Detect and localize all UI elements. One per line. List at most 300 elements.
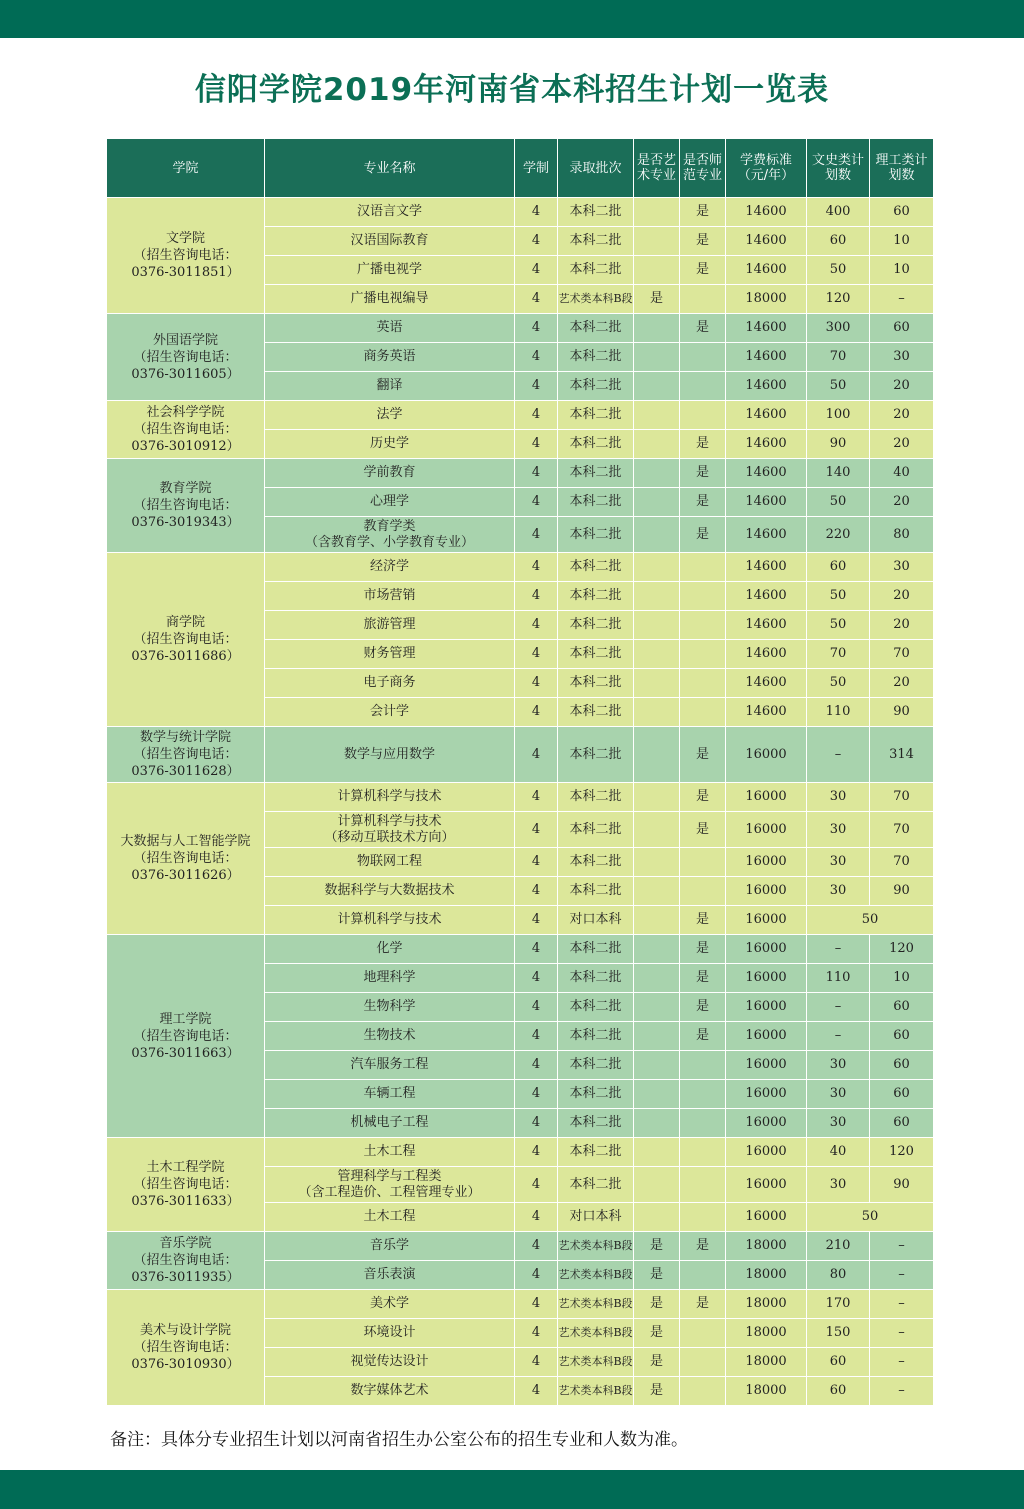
ligong-cell: 20 [870, 611, 933, 639]
college-phone: 0376-3011686） [131, 649, 240, 664]
ligong-cell: 70 [870, 812, 933, 847]
college-name: 美术与设计学院 [139, 1323, 231, 1338]
art-cell [634, 256, 679, 284]
college-cell [107, 783, 264, 934]
batch-cell: 本科二批 [558, 227, 633, 255]
header-art: 是否艺术专业 [634, 139, 679, 197]
major-name: 地理科学 [363, 970, 416, 985]
major-name-cell [265, 1348, 514, 1376]
ligong-cell: 20 [870, 582, 933, 610]
table-row [107, 783, 933, 811]
art-cell [634, 227, 679, 255]
major-name-cell [265, 1080, 514, 1108]
art-cell: 是 [634, 1261, 679, 1289]
batch-cell: 本科二批 [558, 1022, 633, 1050]
major-name-cell [265, 993, 514, 1021]
major-name: 管理科学与工程类 [337, 1168, 442, 1184]
ligong-cell: 70 [870, 783, 933, 811]
ligong-cell: 60 [870, 1022, 933, 1050]
major-name-cell [265, 1167, 514, 1202]
college-cell [107, 1232, 264, 1289]
years-cell: 4 [515, 1203, 557, 1231]
major-name: 旅游管理 [363, 617, 416, 632]
table-header-row [107, 139, 933, 197]
wenshi-cell: 70 [807, 343, 869, 371]
fee-cell: 14600 [726, 517, 806, 552]
wenshi-cell: 50 [807, 669, 869, 697]
college-cell [107, 935, 264, 1137]
fee-cell: 16000 [726, 812, 806, 847]
major-name-cell [265, 256, 514, 284]
fee-cell: 14600 [726, 582, 806, 610]
major-name: 车辆工程 [363, 1086, 416, 1101]
fee-cell: 18000 [726, 1261, 806, 1289]
major-name: 数据科学与大数据技术 [324, 883, 455, 898]
batch-cell: 本科二批 [558, 343, 633, 371]
major-name: 经济学 [369, 559, 409, 574]
art-cell: 是 [634, 1377, 679, 1405]
major-name: 环境设计 [363, 1325, 416, 1340]
major-name-cell [265, 1377, 514, 1405]
wenshi-cell: 50 [807, 611, 869, 639]
major-name: 美术学 [369, 1296, 409, 1311]
years-cell: 4 [515, 227, 557, 255]
fee-cell: 16000 [726, 848, 806, 876]
normal-cell: 是 [680, 227, 725, 255]
major-name-cell [265, 1232, 514, 1260]
ligong-cell: 30 [870, 553, 933, 581]
major-name-cell [265, 1261, 514, 1289]
years-cell: 4 [515, 401, 557, 429]
major-name: 市场营销 [363, 588, 416, 603]
table-body [107, 198, 933, 1405]
college-phone: 0376-3011633） [131, 1194, 240, 1209]
fee-cell: 14600 [726, 256, 806, 284]
years-cell: 4 [515, 285, 557, 313]
normal-cell [680, 1138, 725, 1166]
college-cell [107, 1138, 264, 1231]
major-name: 计算机科学与技术 [337, 813, 442, 829]
wenshi-cell: 70 [807, 640, 869, 668]
college-cell [107, 727, 264, 782]
wenshi-cell: 210 [807, 1232, 869, 1260]
batch-cell: 本科二批 [558, 611, 633, 639]
normal-cell: 是 [680, 935, 725, 963]
batch-cell: 本科二批 [558, 640, 633, 668]
fee-cell: 18000 [726, 1232, 806, 1260]
art-cell [634, 783, 679, 811]
batch-cell: 本科二批 [558, 1080, 633, 1108]
major-name: 法学 [376, 407, 403, 422]
fee-cell: 16000 [726, 1080, 806, 1108]
batch-cell: 本科二批 [558, 459, 633, 487]
years-cell: 4 [515, 611, 557, 639]
wenshi-cell: 30 [807, 848, 869, 876]
years-cell: 4 [515, 783, 557, 811]
ligong-cell: 10 [870, 964, 933, 992]
header-normal: 是否师范专业 [680, 139, 725, 197]
normal-cell [680, 372, 725, 400]
college-phone: 0376-3010930） [131, 1357, 240, 1372]
fee-cell: 14600 [726, 430, 806, 458]
years-cell: 4 [515, 698, 557, 726]
batch-cell: 本科二批 [558, 372, 633, 400]
normal-cell: 是 [680, 906, 725, 934]
major-subtitle: （含教育学、小学教育专业） [304, 534, 474, 550]
years-cell: 4 [515, 1377, 557, 1405]
major-name: 计算机科学与技术 [337, 789, 442, 804]
ligong-cell: 120 [870, 1138, 933, 1166]
table-row [107, 459, 933, 487]
ligong-cell: 90 [870, 1167, 933, 1202]
normal-cell [680, 1167, 725, 1202]
batch-cell: 本科二批 [558, 1138, 633, 1166]
ligong-cell: 70 [870, 848, 933, 876]
wenshi-cell: – [807, 935, 869, 963]
ligong-cell: 20 [870, 372, 933, 400]
college-cell [107, 198, 264, 313]
major-name-cell [265, 783, 514, 811]
art-cell [634, 459, 679, 487]
college-contact-label: （招生咨询电话： [133, 1340, 238, 1355]
years-cell: 4 [515, 517, 557, 552]
ligong-cell: – [870, 1377, 933, 1405]
fee-cell: 16000 [726, 1022, 806, 1050]
ligong-cell: 20 [870, 669, 933, 697]
wenshi-cell: 60 [807, 1348, 869, 1376]
fee-cell: 14600 [726, 401, 806, 429]
batch-cell: 本科二批 [558, 198, 633, 226]
art-cell [634, 582, 679, 610]
major-name-cell [265, 372, 514, 400]
wenshi-cell: 90 [807, 430, 869, 458]
fee-cell: 18000 [726, 285, 806, 313]
major-name-cell [265, 401, 514, 429]
major-name-cell [265, 343, 514, 371]
college-contact-label: （招生咨询电话： [133, 349, 238, 365]
major-name-cell [265, 198, 514, 226]
table-row [107, 401, 933, 429]
batch-cell: 本科二批 [558, 993, 633, 1021]
college-phone: 0376-3011605） [131, 366, 240, 382]
college-contact-label: （招生咨询电话： [133, 422, 238, 437]
wenshi-cell: 30 [807, 1080, 869, 1108]
major-name-cell [265, 935, 514, 963]
ligong-cell: 20 [870, 488, 933, 516]
batch-cell: 本科二批 [558, 553, 633, 581]
top-band [0, 0, 1024, 38]
wenshi-cell: 220 [807, 517, 869, 552]
major-name-cell [265, 848, 514, 876]
normal-cell [680, 1348, 725, 1376]
wenshi-cell: 150 [807, 1319, 869, 1347]
years-cell: 4 [515, 727, 557, 782]
years-cell: 4 [515, 906, 557, 934]
table-row [107, 1138, 933, 1166]
years-cell: 4 [515, 1080, 557, 1108]
batch-cell: 本科二批 [558, 430, 633, 458]
fee-cell: 16000 [726, 993, 806, 1021]
batch-cell: 本科二批 [558, 783, 633, 811]
normal-cell: 是 [680, 488, 725, 516]
ligong-cell: – [870, 1348, 933, 1376]
art-cell [634, 727, 679, 782]
major-name-cell [265, 964, 514, 992]
major-name: 广播电视编导 [350, 291, 429, 306]
fee-cell: 16000 [726, 783, 806, 811]
years-cell: 4 [515, 372, 557, 400]
major-name: 会计学 [369, 704, 409, 719]
table-row [107, 935, 933, 963]
years-cell: 4 [515, 877, 557, 905]
major-name: 广播电视学 [356, 262, 422, 277]
wenshi-cell: 40 [807, 1138, 869, 1166]
college-name: 土木工程学院 [146, 1160, 225, 1175]
fee-cell: 18000 [726, 1319, 806, 1347]
major-name: 商务英语 [363, 349, 416, 364]
normal-cell: 是 [680, 993, 725, 1021]
years-cell: 4 [515, 1138, 557, 1166]
art-cell [634, 877, 679, 905]
wenshi-cell: 80 [807, 1261, 869, 1289]
major-name: 音乐表演 [363, 1267, 416, 1282]
combined-plan-cell: 50 [807, 906, 933, 934]
batch-cell: 本科二批 [558, 812, 633, 847]
art-cell [634, 1203, 679, 1231]
table-row [107, 1290, 933, 1318]
batch-cell: 本科二批 [558, 848, 633, 876]
major-name-cell [265, 906, 514, 934]
college-cell [107, 459, 264, 552]
art-cell [634, 640, 679, 668]
fee-cell: 14600 [726, 343, 806, 371]
fee-cell: 14600 [726, 372, 806, 400]
college-cell [107, 401, 264, 458]
years-cell: 4 [515, 848, 557, 876]
major-name: 汽车服务工程 [350, 1057, 429, 1072]
art-cell: 是 [634, 285, 679, 313]
art-cell [634, 812, 679, 847]
major-name: 汉语言文学 [356, 204, 422, 219]
years-cell: 4 [515, 314, 557, 342]
college-cell [107, 314, 264, 400]
batch-cell: 艺术类本科B段 [558, 1290, 633, 1318]
major-name: 生物科学 [363, 999, 416, 1014]
batch-cell: 艺术类本科B段 [558, 285, 633, 313]
major-name: 心理学 [369, 494, 409, 509]
college-cell [107, 1290, 264, 1405]
fee-cell: 14600 [726, 640, 806, 668]
art-cell [634, 372, 679, 400]
ligong-cell: – [870, 1319, 933, 1347]
batch-cell: 本科二批 [558, 256, 633, 284]
major-name-cell [265, 669, 514, 697]
years-cell: 4 [515, 582, 557, 610]
normal-cell [680, 669, 725, 697]
wenshi-cell: 50 [807, 582, 869, 610]
years-cell: 4 [515, 343, 557, 371]
years-cell: 4 [515, 1051, 557, 1079]
art-cell [634, 401, 679, 429]
college-name: 文学院 [165, 231, 205, 246]
major-name: 土木工程 [363, 1209, 416, 1224]
wenshi-cell: – [807, 993, 869, 1021]
art-cell: 是 [634, 1232, 679, 1260]
years-cell: 4 [515, 1290, 557, 1318]
major-name: 历史学 [369, 436, 409, 451]
fee-cell: 16000 [726, 906, 806, 934]
art-cell [634, 430, 679, 458]
art-cell [634, 1051, 679, 1079]
wenshi-cell: 60 [807, 1377, 869, 1405]
wenshi-cell: 100 [807, 401, 869, 429]
fee-cell: 18000 [726, 1348, 806, 1376]
fee-cell: 16000 [726, 1109, 806, 1137]
ligong-cell: 70 [870, 640, 933, 668]
ligong-cell: 60 [870, 1051, 933, 1079]
years-cell: 4 [515, 198, 557, 226]
college-name: 数学与统计学院 [139, 730, 231, 745]
major-name: 翻译 [376, 378, 403, 393]
normal-cell [680, 1319, 725, 1347]
college-name: 理工学院 [159, 1011, 212, 1027]
major-name-cell [265, 517, 514, 552]
college-phone: 0376-3019343） [131, 515, 240, 530]
ligong-cell: 10 [870, 227, 933, 255]
batch-cell: 本科二批 [558, 698, 633, 726]
art-cell: 是 [634, 1348, 679, 1376]
major-name-cell [265, 227, 514, 255]
college-contact-label: （招生咨询电话： [133, 1028, 238, 1044]
wenshi-cell: 30 [807, 783, 869, 811]
years-cell: 4 [515, 430, 557, 458]
footnote: 备注：具体分专业招生计划以河南省招生办公室公布的招生专业和人数为准。 [110, 1430, 688, 1450]
header-years: 学制 [515, 139, 557, 197]
header-major: 专业名称 [265, 139, 514, 197]
art-cell [634, 964, 679, 992]
batch-cell: 本科二批 [558, 935, 633, 963]
batch-cell: 艺术类本科B段 [558, 1261, 633, 1289]
wenshi-cell: 30 [807, 877, 869, 905]
college-phone: 0376-3011628） [131, 764, 240, 779]
major-name: 土木工程 [363, 1144, 416, 1159]
major-name: 生物技术 [363, 1028, 416, 1043]
college-name: 外国语学院 [152, 332, 218, 348]
college-contact-label: （招生咨询电话： [133, 248, 238, 263]
ligong-cell: 10 [870, 256, 933, 284]
normal-cell: 是 [680, 1232, 725, 1260]
ligong-cell: 20 [870, 430, 933, 458]
header-college: 学院 [107, 139, 264, 197]
art-cell [634, 517, 679, 552]
major-name-cell [265, 582, 514, 610]
major-name-cell [265, 285, 514, 313]
fee-cell: 14600 [726, 698, 806, 726]
college-phone: 0376-3011663） [131, 1045, 240, 1061]
art-cell [634, 906, 679, 934]
normal-cell [680, 1080, 725, 1108]
normal-cell [680, 1261, 725, 1289]
art-cell [634, 1022, 679, 1050]
normal-cell [680, 1109, 725, 1137]
ligong-cell: 60 [870, 1109, 933, 1137]
ligong-cell: 60 [870, 198, 933, 226]
table-row [107, 553, 933, 581]
years-cell: 4 [515, 993, 557, 1021]
major-name-cell [265, 611, 514, 639]
major-subtitle: （含工程造价、工程管理专业） [298, 1184, 481, 1200]
major-name-cell [265, 877, 514, 905]
college-name: 大数据与人工智能学院 [120, 834, 251, 849]
art-cell [634, 669, 679, 697]
major-name-cell [265, 1022, 514, 1050]
fee-cell: 16000 [726, 964, 806, 992]
major-name: 物联网工程 [356, 854, 422, 869]
major-name: 学前教育 [363, 465, 416, 480]
college-name: 教育学院 [159, 481, 212, 496]
normal-cell: 是 [680, 1290, 725, 1318]
batch-cell: 本科二批 [558, 488, 633, 516]
batch-cell: 本科二批 [558, 1167, 633, 1202]
wenshi-cell: 30 [807, 1167, 869, 1202]
years-cell: 4 [515, 1348, 557, 1376]
ligong-cell: 314 [870, 727, 933, 782]
college-contact-label: （招生咨询电话： [133, 1177, 238, 1192]
normal-cell [680, 582, 725, 610]
years-cell: 4 [515, 1261, 557, 1289]
art-cell [634, 314, 679, 342]
wenshi-cell: 50 [807, 488, 869, 516]
normal-cell: 是 [680, 430, 725, 458]
art-cell [634, 1138, 679, 1166]
fee-cell: 16000 [726, 877, 806, 905]
major-name-cell [265, 553, 514, 581]
normal-cell [680, 553, 725, 581]
major-name-cell [265, 1138, 514, 1166]
fee-cell: 14600 [726, 227, 806, 255]
wenshi-cell: – [807, 1022, 869, 1050]
major-name-cell [265, 1319, 514, 1347]
table-row [107, 727, 933, 782]
major-name: 财务管理 [363, 646, 416, 661]
batch-cell: 本科二批 [558, 877, 633, 905]
wenshi-cell: 120 [807, 285, 869, 313]
major-name: 数字媒体艺术 [350, 1383, 429, 1398]
ligong-cell: – [870, 1232, 933, 1260]
years-cell: 4 [515, 553, 557, 581]
wenshi-cell: – [807, 727, 869, 782]
fee-cell: 14600 [726, 198, 806, 226]
page-title: 信阳学院2019年河南省本科招生计划一览表 [194, 72, 830, 108]
ligong-cell: – [870, 1261, 933, 1289]
normal-cell: 是 [680, 783, 725, 811]
major-name: 英语 [376, 320, 403, 335]
wenshi-cell: 30 [807, 1109, 869, 1137]
ligong-cell: – [870, 285, 933, 313]
art-cell [634, 198, 679, 226]
wenshi-cell: 30 [807, 1051, 869, 1079]
fee-cell: 16000 [726, 1203, 806, 1231]
major-subtitle: （移动互联技术方向） [324, 829, 455, 845]
table-row [107, 1232, 933, 1260]
art-cell: 是 [634, 1319, 679, 1347]
art-cell [634, 488, 679, 516]
wenshi-cell: 50 [807, 372, 869, 400]
batch-cell: 本科二批 [558, 582, 633, 610]
fee-cell: 16000 [726, 1138, 806, 1166]
ligong-cell: 60 [870, 314, 933, 342]
table-row [107, 198, 933, 226]
